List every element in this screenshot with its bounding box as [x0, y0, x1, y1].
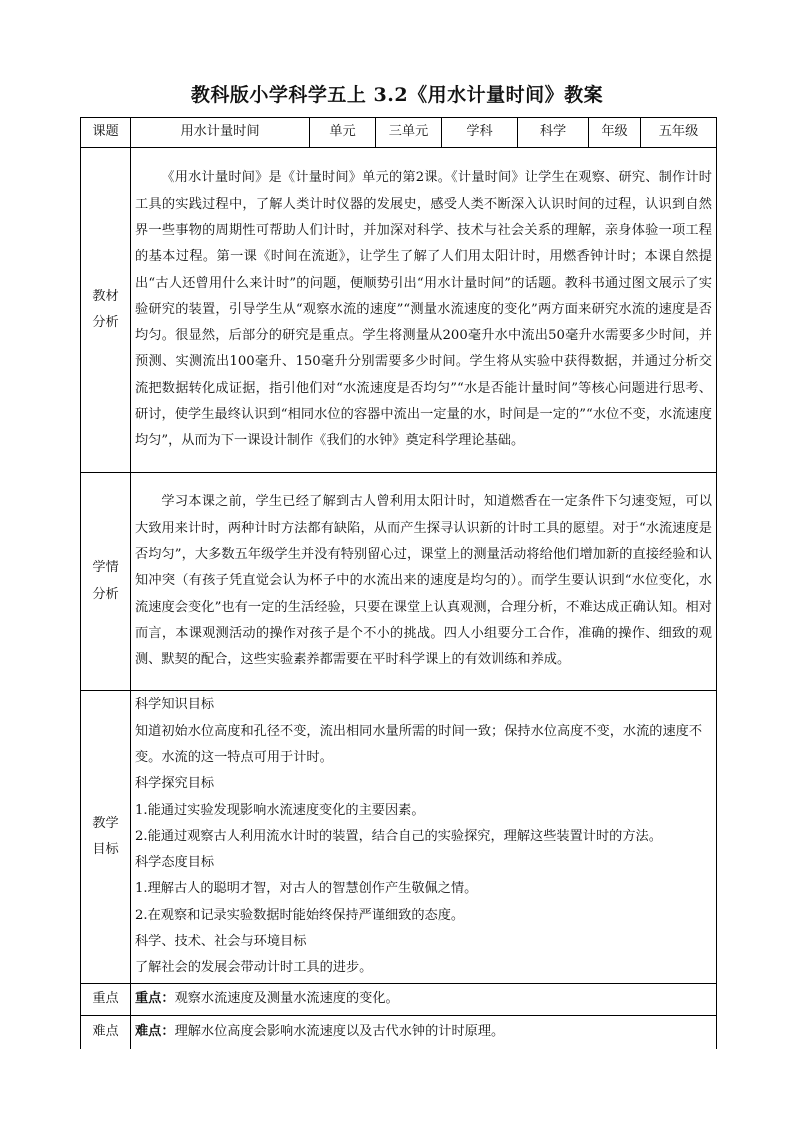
grade-value: 五年级: [641, 118, 717, 148]
key-point-row: [81, 984, 717, 1016]
unit-value: 三单元: [376, 118, 442, 148]
key-point-label: 重点: [81, 984, 131, 1016]
attitude-goal-2: 2.在观察和记录实验数据时能始终保持严谨细致的态度。: [135, 907, 465, 923]
inquiry-goal-heading: 科学探究目标: [135, 776, 215, 792]
lesson-value: 用水计量时间: [131, 118, 310, 148]
knowledge-goal-heading: 科学知识目标: [135, 697, 215, 713]
label-line-2: 目标: [92, 842, 119, 857]
subject-value: 科学: [518, 118, 589, 148]
label-line-1: 教学: [92, 815, 119, 831]
difficulty-row: [81, 1016, 717, 1050]
grade-label: 年级: [589, 118, 641, 148]
textbook-analysis-label: [81, 148, 131, 473]
student-analysis-label: [81, 473, 131, 691]
difficulty-content: [131, 1016, 717, 1050]
knowledge-goal-text: 知道初始水位高度和孔径不变，流出相同水量所需的时间一致；保持水位高度不变，水流的速度不变。水流的这一特点可用于计时。: [135, 723, 703, 765]
sts-goal-heading: 科学、技术、社会与环境目标: [135, 934, 307, 950]
difficulty-text: 理解水位高度会影响水流速度以及古代水钟的计时原理。: [174, 1024, 505, 1040]
textbook-analysis-text: 《用水计量时间》是《计量时间》单元的第2课。《计量时间》让学生在观察、研究、制作计时工具的实践过程中，了解人类计时仪器的发展史，感受人类不断深入认识时间的过程，认识到自然界一些事物的周期性可帮助人们计时，并加深对科学、技术与社会关系的理解，亲身体验一项工程的基本过程。第一课《时间在流逝》，让学生了解了人们用太阳计时，用燃香钟计时；本课自然提出“古人还曾用什么来计时”的问题，便顺势引出“用水计量时间”的话题。教科书通过图文展示了实验研究的装置，引导学生从“观察水流的速度”“测量水流速度的变化”两方面来研究水流的速度是否均匀。很显然，后部分的研究是重点。学生将测量从200毫升水中流出50毫升水需要多少时间，并预测、实测流出100毫升、150毫升分别需要多少时间。学生将从实验中获得数据，并通过分析交流把数据转化成证据，指引他们对“水流速度是否均匀”“水是否能计量时间”等核心问题进行思考、研讨，使学生最终认识到“相同水位的容器中流出一定量的水，时间是一定的”“水位不变，水流速度均匀”，从而为下一课设计制作《我们的水钟》奠定科学理论基础。: [131, 148, 717, 473]
label-line-1: 教材: [92, 288, 119, 304]
student-analysis-row: [81, 473, 717, 691]
key-point-lead: 重点：: [135, 991, 175, 1007]
objectives-content: [131, 691, 717, 984]
attitude-goal-heading: 科学态度目标: [135, 855, 215, 871]
lesson-plan-table: [80, 117, 717, 1049]
label-line-1: 学情: [92, 560, 119, 576]
difficulty-label: 难点: [81, 1016, 131, 1050]
page-title: 教科版小学科学五上 3.2《用水计量时间》教案: [190, 84, 604, 106]
inquiry-goal-2: 2.能通过观察古人利用流水计时的装置，结合自己的实验探究，理解这些装置计时的方法。: [135, 828, 662, 844]
label-line-2: 分析: [92, 586, 119, 602]
key-point-text: 观察水流速度及测量水流速度的变化。: [174, 991, 399, 1007]
difficulty-lead: 难点：: [135, 1024, 175, 1040]
unit-label: 单元: [310, 118, 376, 148]
student-analysis-text: 学习本课之前，学生已经了解到古人曾利用太阳计时，知道燃香在一定条件下匀速变短，可以大致用来计时，两种计时方法都有缺陷，从而产生探寻认识新的计时工具的愿望。对于“水流速度是否均匀”，大多数五年级学生并没有特别留心过，课堂上的测量活动将给他们增加新的直接经验和认知冲突（有孩子凭直觉会认为杯子中的水流出来的速度是均匀的）。而学生要认识到“水位变化，水流速度会变化”也有一定的生活经验，只要在课堂上认真观测，合理分析，不难达成正确认知。相对而言，本课观测活动的操作对孩子是个不小的挑战。四人小组要分工合作，准确的操作、细致的观测、默契的配合，这些实验素养都需要在平时科学课上的有效训练和养成。: [131, 473, 717, 691]
subject-label: 学科: [442, 118, 518, 148]
objectives-row: [81, 691, 717, 984]
header-row: [81, 118, 717, 148]
inquiry-goal-1: 1.能通过实验发现影响水流速度变化的主要因素。: [135, 802, 425, 818]
key-point-content: [131, 984, 717, 1016]
objectives-label: [81, 691, 131, 984]
textbook-analysis-row: [81, 148, 717, 473]
sts-goal-text: 了解社会的发展会带动计时工具的进步。: [135, 960, 373, 976]
lesson-label: 课题: [81, 118, 131, 148]
attitude-goal-1: 1.理解古人的聪明才智，对古人的智慧创作产生敬佩之情。: [135, 881, 478, 897]
label-line-2: 分析: [92, 315, 119, 330]
